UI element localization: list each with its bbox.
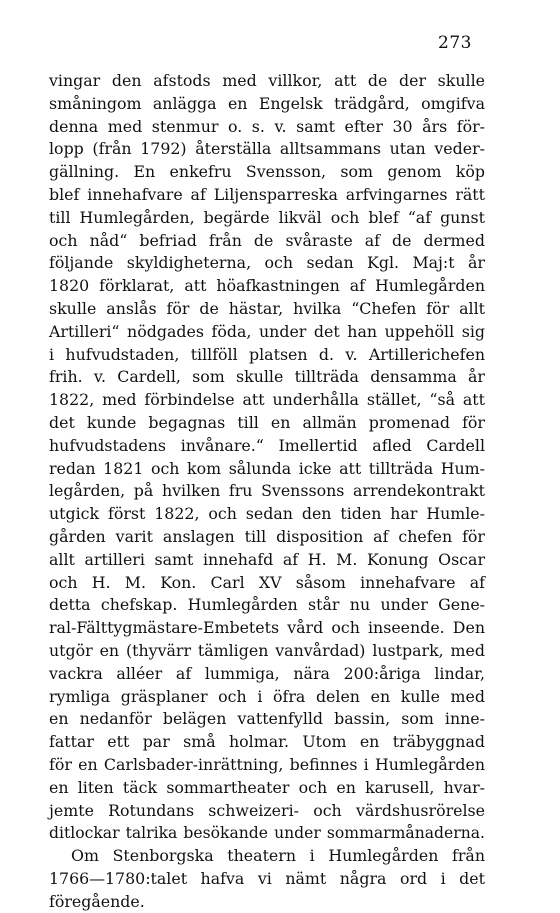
page-number: 273: [438, 33, 472, 53]
text-line: hufvudstadens invånare.“ Imellertid afled Cardell: [49, 435, 485, 455]
text-line: allt artilleri samt innehafd af H. M. Konung Oscar: [49, 549, 485, 569]
text-line: en nedanför belägen vattenfylld bassin, som inne-: [49, 709, 485, 729]
text-line: följande skyldigheterna, och sedan Kgl. Maj:t år: [49, 253, 485, 273]
text-line: detta chefskap. Humlegården står nu under Gene-: [49, 595, 485, 615]
text-line: 1822, med förbindelse att underhålla stället, “så att: [49, 390, 485, 410]
text-line: skulle anslås för de hästar, hvilka “Chefen för allt: [49, 298, 485, 318]
text-line: blef innehafvare af Liljensparreska arfvingarnes rätt: [49, 184, 485, 204]
text-line: rymliga gräsplaner och i öfra delen en kulle med: [49, 686, 485, 706]
text-line: småningom anlägga en Engelsk trädgård, omgifva: [49, 93, 485, 113]
body-text: [49, 70, 485, 913]
text-line: till Humlegården, begärde likväl och blef “af gunst: [49, 207, 485, 227]
text-line: gården varit anslagen till disposition af chefen för: [49, 526, 485, 546]
text-line: gällning. En enkefru Svensson, som genom köp: [49, 162, 485, 182]
text-line: ral-Fälttygmästare-Embetets vård och inseende. Den: [49, 618, 485, 638]
text-line: utgick först 1822, och sedan den tiden har Humle-: [49, 504, 485, 524]
text-line: föregående.: [49, 891, 145, 911]
text-line: i hufvudstaden, tillföll platsen d. v. Artillerichefen: [49, 344, 485, 364]
text-line: 1766—1780:talet hafva vi nämt några ord i det: [49, 868, 485, 888]
text-line: en liten täck sommartheater och en karusell, hvar-: [49, 777, 485, 797]
text-line: utgör en (thyvärr tämligen vanvårdad) lustpark, med: [49, 640, 485, 660]
text-line: 1820 förklarat, att höafkastningen af Humlegården: [49, 276, 485, 296]
text-line: vackra alléer af lummiga, nära 200:åriga lindar,: [49, 663, 485, 683]
text-line: och H. M. Kon. Carl XV såsom innehafvare af: [49, 572, 485, 592]
text-line: och nåd“ befriad från de svåraste af de dermed: [49, 230, 485, 250]
text-line: ditlockar talrika besökande under sommarmånaderna.: [49, 824, 485, 843]
text-line: legården, på hvilken fru Svenssons arrendekontrakt: [49, 481, 485, 501]
text-line: Om Stenborgska theatern i Humlegården från: [71, 846, 485, 866]
text-line: denna med stenmur o. s. v. samt efter 30 års för-: [49, 116, 485, 136]
text-line: jemte Rotundans schweizeri- och värdshusrörelse: [49, 800, 485, 820]
text-line: redan 1821 och kom sålunda icke att tillträda Hum-: [49, 458, 485, 478]
text-line: fattar ett par små holmar. Utom en träbyggnad: [49, 732, 485, 752]
text-line: vingar den afstods med villkor, att de der skulle: [49, 71, 485, 90]
text-line: lopp (från 1792) återställa alltsammans utan veder-: [49, 139, 485, 159]
text-line: frih. v. Cardell, som skulle tillträda densamma år: [49, 367, 485, 387]
text-line: för en Carlsbader-inrättning, befinnes i Humlegården: [49, 754, 485, 774]
text-line: det kunde begagnas till en allmän promenad för: [49, 412, 485, 432]
text-line: Artilleri“ nödgades föda, under det han uppehöll sig: [49, 321, 485, 341]
